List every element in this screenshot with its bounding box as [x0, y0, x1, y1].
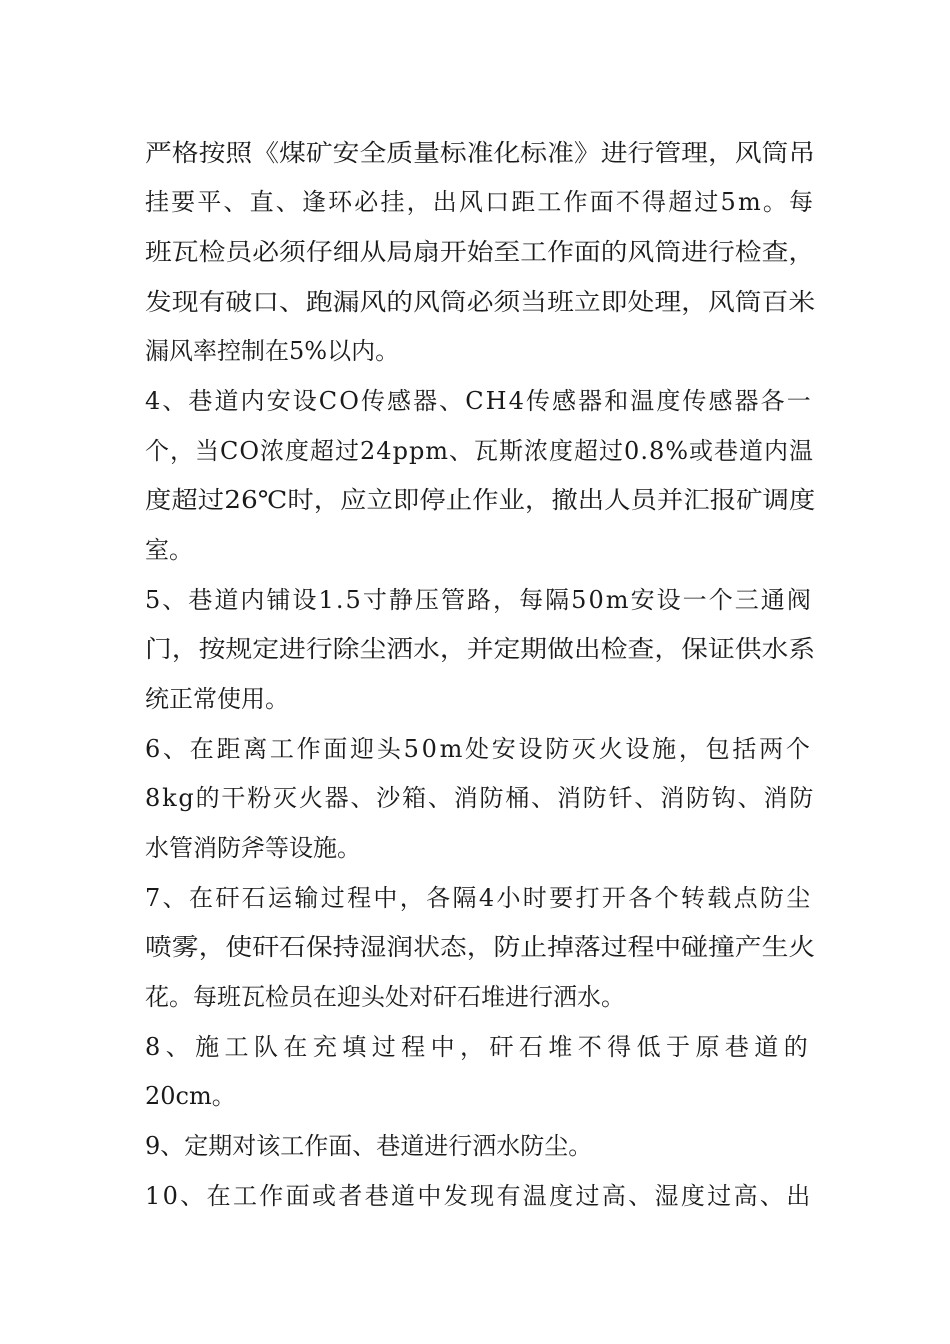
- text-line: 9、定期对该工作面、巷道进行洒水防尘。: [145, 1132, 593, 1160]
- text-line: 7、在矸石运输过程中，各隔4小时要打开各个转载点防尘: [145, 884, 813, 912]
- text-line: 挂要平、直、逢环必挂，出风口距工作面不得超过5m。每: [145, 188, 816, 216]
- text-line: 4、巷道内安设CO传感器、CH4传感器和温度传感器各一: [145, 387, 813, 415]
- text-line: 8、施工队在充填过程中，矸石堆不得低于原巷道的: [145, 1033, 814, 1061]
- text-line: 班瓦检员必须仔细从局扇开始至工作面的风筒进行检查，: [145, 238, 816, 266]
- text-line: 室。: [145, 536, 193, 564]
- text-line: 门，按规定进行除尘洒水，并定期做出检查，保证供水系: [145, 635, 816, 663]
- text-line: 20cm。: [145, 1082, 236, 1110]
- text-line: 5、巷道内铺设1.5寸静压管路，每隔50m安设一个三通阀: [145, 586, 813, 614]
- text-line: 统正常使用。: [145, 685, 289, 713]
- text-line: 喷雾，使矸石保持湿润状态，防止掉落过程中碰撞产生火: [145, 933, 816, 961]
- text-line: 个，当CO浓度超过24ppm、瓦斯浓度超过0.8%或巷道内温: [145, 437, 815, 465]
- text-line: 严格按照《煤矿安全质量标准化标准》进行管理，风筒吊: [145, 139, 816, 167]
- text-line: 8kg的干粉灭火器、沙箱、消防桶、消防钎、消防钩、消防: [145, 784, 816, 812]
- text-line: 水管消防斧等设施。: [145, 834, 361, 862]
- text-line: 发现有破口、跑漏风的风筒必须当班立即处理，风筒百米: [145, 288, 816, 316]
- text-line: 度超过26℃时，应立即停止作业，撤出人员并汇报矿调度: [145, 486, 816, 514]
- text-line: 花。每班瓦检员在迎头处对矸石堆进行洒水。: [145, 983, 625, 1011]
- text-line: 10、在工作面或者巷道中发现有温度过高、湿度过高、出: [145, 1182, 813, 1210]
- text-line: 6、在距离工作面迎头50m处安设防灭火设施，包括两个: [145, 735, 813, 763]
- text-line: 漏风率控制在5%以内。: [145, 337, 400, 365]
